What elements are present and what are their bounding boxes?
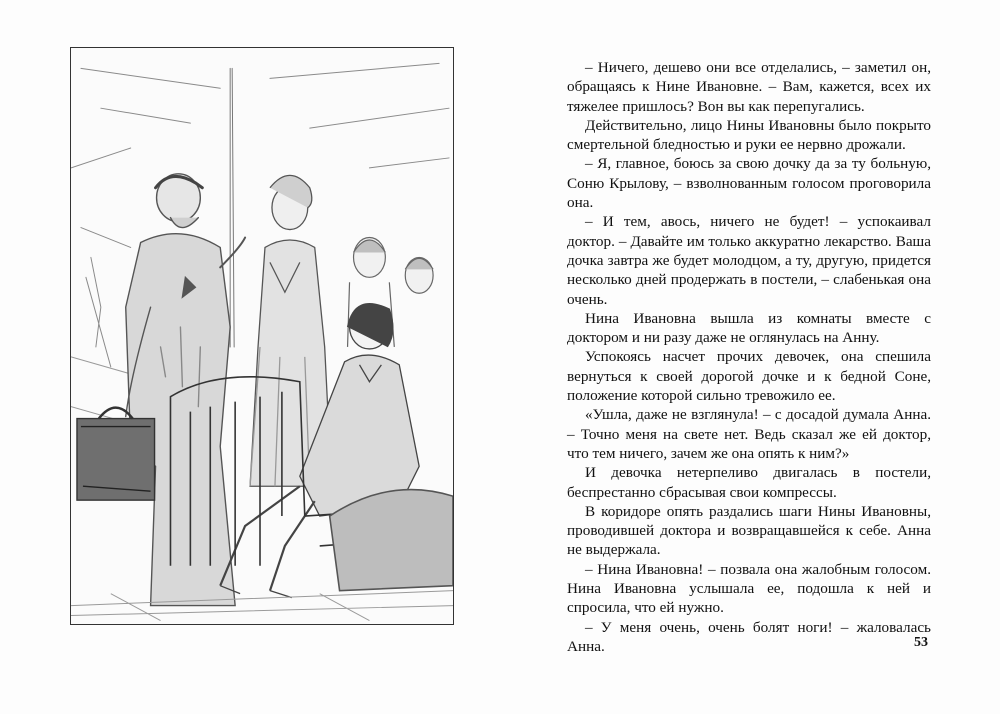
doctor-bag bbox=[77, 408, 155, 501]
paragraph: Действительно, лицо Нины Ивановны было покрыто смертельной бледностью и руки ее нервно дрожали. bbox=[567, 116, 931, 154]
paragraph: – Ничего, дешево они все отделались, – заметил он, обращаясь к Нине Ивановне. – Вам, кажется, всех их тяжелее пришлось? Вон вы как перепугались. bbox=[567, 59, 931, 115]
paragraph: И девочка нетерпеливо двигалась в постели, беспрестанно сбрасывая свои компрессы. bbox=[567, 464, 931, 501]
paragraph: – У меня очень, очень болят ноги! – жаловалась Анна. bbox=[567, 618, 931, 655]
paragraph: «Ушла, даже не взглянула! – с досадой думала Анна. – Точно меня на свете нет. Ведь сказал же ей доктор, что тем ничего, зачем же она опять к ним?» bbox=[567, 406, 931, 462]
page-number: 53 bbox=[914, 635, 928, 650]
paragraph: – Я, главное, боюсь за свою дочку да за ту больную, Соню Крылову, – взволнованным голосом проговорила она. bbox=[567, 155, 931, 212]
pencil-illustration bbox=[70, 47, 454, 625]
paragraph: Успокоясь насчет прочих девочек, она спешила вернуться к своей дорогой дочке и к бедной Соне, положение которой сильно тревожило ее. bbox=[567, 348, 931, 405]
paragraph: В коридоре опять раздались шаги Нины Ивановны, проводившей доктора и возвращавшейся к себе. Анна не выдержала. bbox=[567, 502, 931, 559]
body-text bbox=[567, 58, 931, 656]
paragraph: Нина Ивановна вышла из комнаты вместе с доктором и ни разу даже не оглянулась на Анну. bbox=[567, 309, 931, 347]
paragraph: – Нина Ивановна! – позвала она жалобным голосом. Нина Ивановна услышала ее, подошла к ней и спросила, что ей нужно. bbox=[567, 560, 931, 617]
paragraph: – И тем, авось, ничего не будет! – успокаивал доктор. – Давайте им только аккуратно лекарство. Ваша дочка завтра же будет молодцом, а ту, другую, придется несколько дней продержать в постели, – слабенькая она очень. bbox=[567, 213, 931, 308]
sketch-drawing bbox=[71, 48, 453, 624]
